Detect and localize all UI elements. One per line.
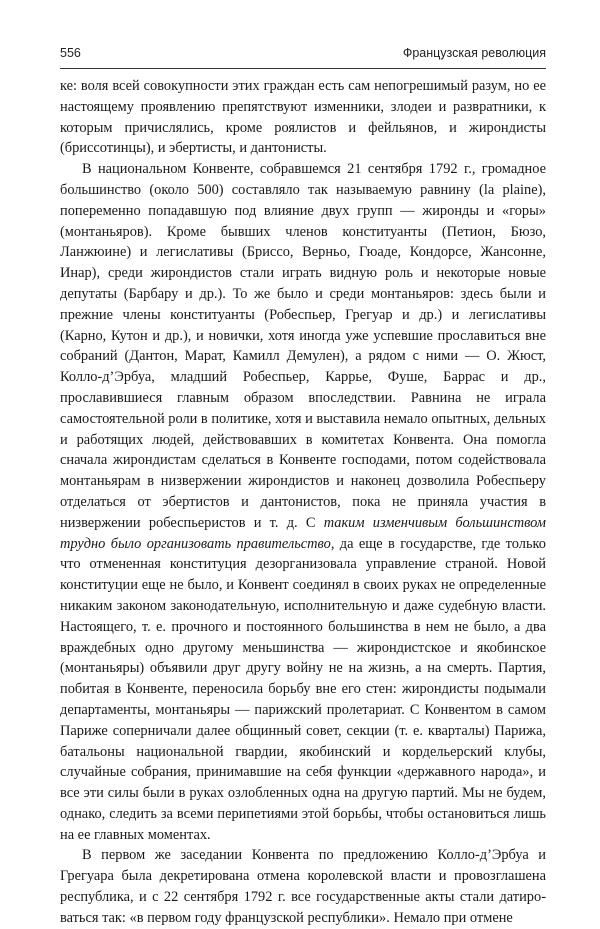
running-head (60, 46, 546, 60)
header-rule (60, 68, 546, 69)
paragraph-2-italic: таким изменчивым большинством трудно было организовать правительство (60, 514, 546, 552)
paragraph-2-text: В национальном Конвенте, собравшемся 21 сентября 1792 г., громадное большинство (около 500) составляло так называемую равнину (la plaine), попеременно попадавшую под влияние двух групп — жиронды и «горы» (монтаньяров). Кроме бывших членов конституанты (Петион, Бюзо, Ланжюине) и легислативы (Бриссо, Верньо, Гюаде, Кондорсе, Жансонне, Инар), среди жирондистов стали играть видную роль и некоторые новые депутаты (Барбару и др.). То же было и среди монтаньяров: здесь были и прежние члены конституанты (Робеспьер, Грегуар и др.) и легислативы (Карно, Кутон и др.), и новички, хотя иногда уже успевшие прославиться вне собраний (Дантон, Марат, Камилл Демулен), а рядом с ними — О. Жюст, Колло-д’Эрбуа, младший Робеспьер, Каррье, Фуше, Баррас и др., прославившиеся главным образом впоследствии. Равнина не играла самостоятельной роли в политике, хотя и выставила немало опытных, дельных и работящих людей, действовавших в комитетах Конвента. Она помогла сначала жирондистам сделаться в Конвенте господами, потом содействовала монтаньярам в низвержении жирондистов и наконец дозволила Робеспьеру отделаться от эбертистов и дантонистов, пока не приняла участия в низвержении робеспьеристов и т. д. С (60, 161, 546, 531)
paragraph-2 (60, 159, 546, 845)
body-text (60, 76, 546, 929)
paragraph-2-text-after: , да еще в государстве, где только что отмененная конституция дезорганизовала управление страной. Новой конституции еще не было, и Конвент соединял в своих руках не определенные никаким законом законодательную, исполнительную и даже судебную власти. Настоящего, т. е. прочного и постоянного большинства в нем не было, а два враждебных одно другому меньшинства — жирондистское и якобинское (монтаньяры) объявили друг другу войну не на жизнь, а на смерть. Партия, побитая в Конвенте, переносила борьбу вне его стен: жирондисты подымали департаменты, монтаньяры — парижский пролетариат. С Конвентом в самом Париже соперничали далее общинный совет, секции (т. е. кварталы) Парижа, батальоны национальной гвардии, якобинский и кордельерский клубы, случайные собрания, принимавшие на себя функции «державного народа», и все эти силы были в руках озлобленных одна на другую партий. Мы не будем, однако, следить за всеми перипетиями этой борьбы, чтобы остановиться лишь на ее главных моментах. (60, 535, 546, 843)
paragraph-1: ке: воля всей совокупности этих граждан есть сам непогрешимый разум, но ее настоящему проявлению препятствуют изменники, злодеи и развратники, к которым причислялись, кроме роялистов и фейльянов, и жирондисты (бриссотинцы), и эбертисты, и дантонисты. (60, 78, 546, 157)
running-title: Французская революция (402, 46, 546, 60)
paragraph-3: В первом же заседании Конвента по предложению Колло-д’Эрбуа и Грегуара была декретирована отмена королевской власти и провозглашена республика, и с 22 сентября 1792 г. все государственные акты стали датироваться так: «в первом году французской республики». Немало при отмене (60, 847, 546, 926)
page-number: 556 (60, 46, 81, 60)
